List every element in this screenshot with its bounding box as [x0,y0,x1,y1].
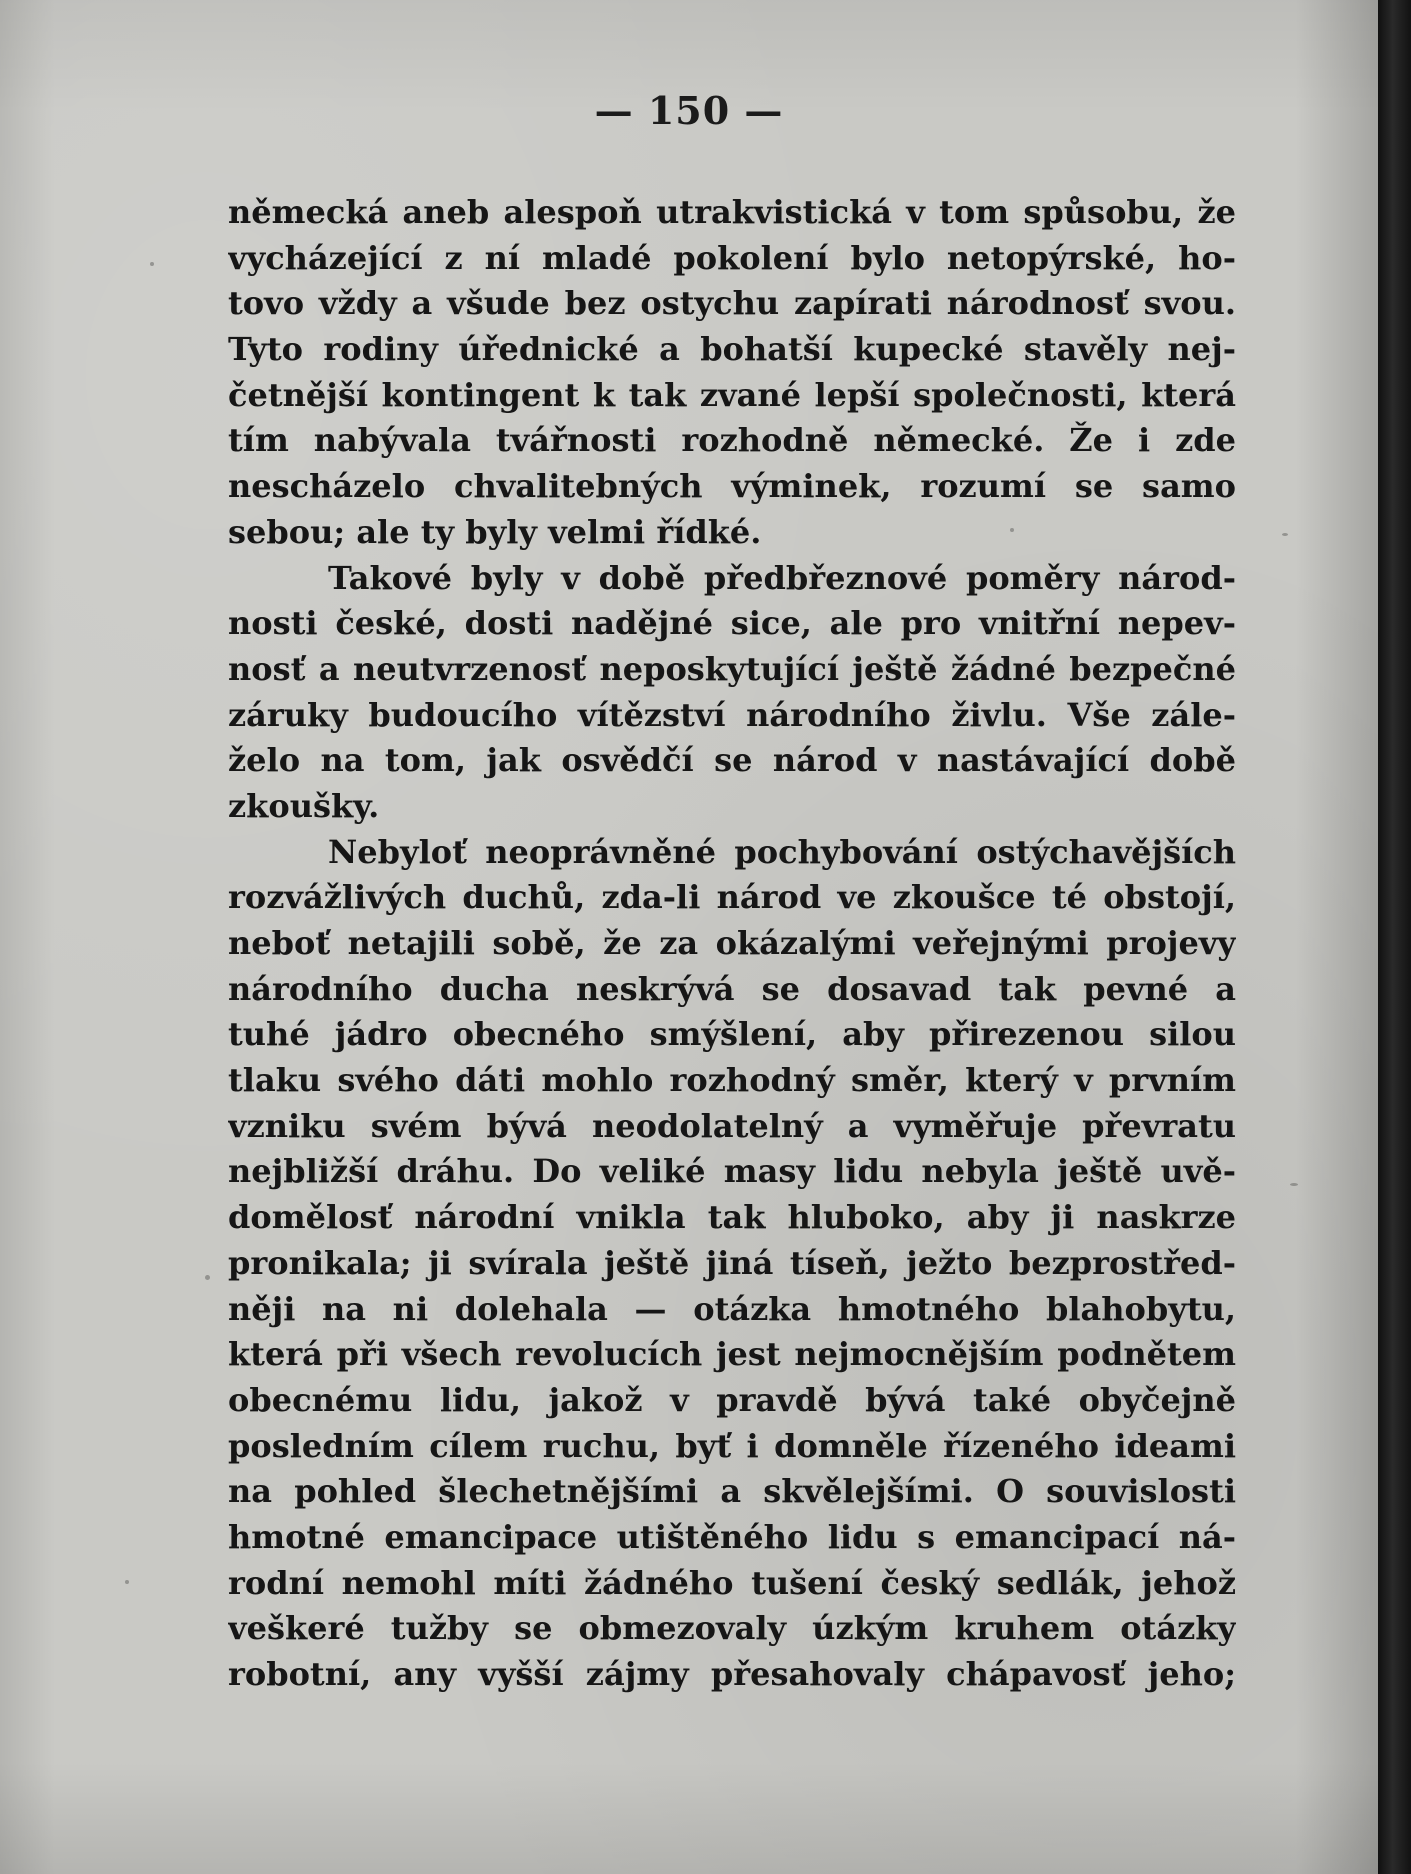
text-line: zkoušky. [228,786,380,825]
text-line: záruky budoucího vítězství národního živlu. Vše zále- [228,695,1236,734]
text-line: četnější kontingent k tak zvané lepší společnosti, která [228,375,1236,414]
text-line: rozvážlivých duchů, zda-li národ ve zkoušce té obstojí, [228,878,1236,917]
text-line: domělosť národní vnikla tak hluboko, aby ji naskrze [228,1198,1236,1237]
paper-speck [150,262,154,266]
text-line: tlaku svého dáti mohlo rozhodný směr, který v prvním [228,1061,1236,1100]
text-line: národního ducha neskrývá se dosavad tak pevné a [228,969,1236,1008]
text-line: německá aneb alespoň utrakvistická v tom spůsobu, že [228,193,1236,231]
text-line: robotní, any vyšší zájmy přesahovaly chápavosť jeho; [228,1655,1236,1693]
text-line: tím nabývala tvářnosti rozhodně německé. Že i zde [228,421,1236,460]
text-line: rodní nemohl míti žádného tušení český sedlák, jehož [228,1563,1236,1602]
paper-speck [1282,533,1288,536]
page-number: — 150 — [594,88,784,133]
text-line: želo na tom, jak osvědčí se národ v nastávající době [228,741,1236,780]
text-line: vzniku svém bývá neodolatelný a vyměřuje převratu [228,1106,1236,1145]
text-line: posledním cílem ruchu, byť i domněle řízeného ideami [228,1426,1236,1465]
text-line: na pohled šlechetnějšími a skvělejšími. O souvislosti [228,1472,1236,1511]
text-line: která při všech revolucích jest nejmocnějším podnětem [228,1335,1236,1374]
text-line: veškeré tužby se obmezovaly úzkým kruhem otázky [228,1609,1236,1648]
text-line: tuhé jádro obecného smýšlení, aby přirezenou silou [228,1015,1236,1054]
text-line: vycházející z ní mladé pokolení bylo netopýrské, ho- [228,238,1236,277]
text-line: tovo vždy a všude bez ostychu zapírati národnosť svou. [228,284,1236,323]
body-text [228,190,1236,1698]
text-line: sebou; ale ty byly velmi řídké. [228,512,762,551]
text-line: nosť a neutvrzenosť neposkytující ještě žádné bezpečné [228,649,1236,688]
text-line: něji na ni dolehala — otázka hmotného blahobytu, [228,1289,1236,1328]
paper-speck [1010,528,1014,532]
text-line: neboť netajili sobě, že za okázalými veřejnými projevy [228,924,1236,962]
text-line: Nebyloť neoprávněné pochybování ostýchavějších [328,832,1236,871]
paper-speck [1290,1183,1298,1186]
text-line: Takové byly v době předbřeznové poměry národ- [328,558,1236,597]
text-line: Tyto rodiny úřednické a bohatší kupecké stavěly nej- [228,330,1236,369]
text-line: nejbližší dráhu. Do veliké masy lidu nebyla ještě uvě- [228,1152,1236,1191]
paper-speck [125,1580,129,1584]
text-line: obecnému lidu, jakož v pravdě bývá také obyčejně [228,1380,1236,1419]
text-line: nosti české, dosti nadějné sice, ale pro vnitřní nepev- [228,604,1236,643]
text-line: nescházelo chvalitebných výminek, rozumí se samo [228,467,1236,506]
binding-edge [1378,0,1411,1874]
paper-speck [205,1275,210,1280]
text-line: pronikala; ji svírala ještě jiná tíseň, ježto bezprostřed- [228,1243,1236,1282]
text-line: hmotné emancipace utištěného lidu s emancipací ná- [228,1517,1236,1556]
